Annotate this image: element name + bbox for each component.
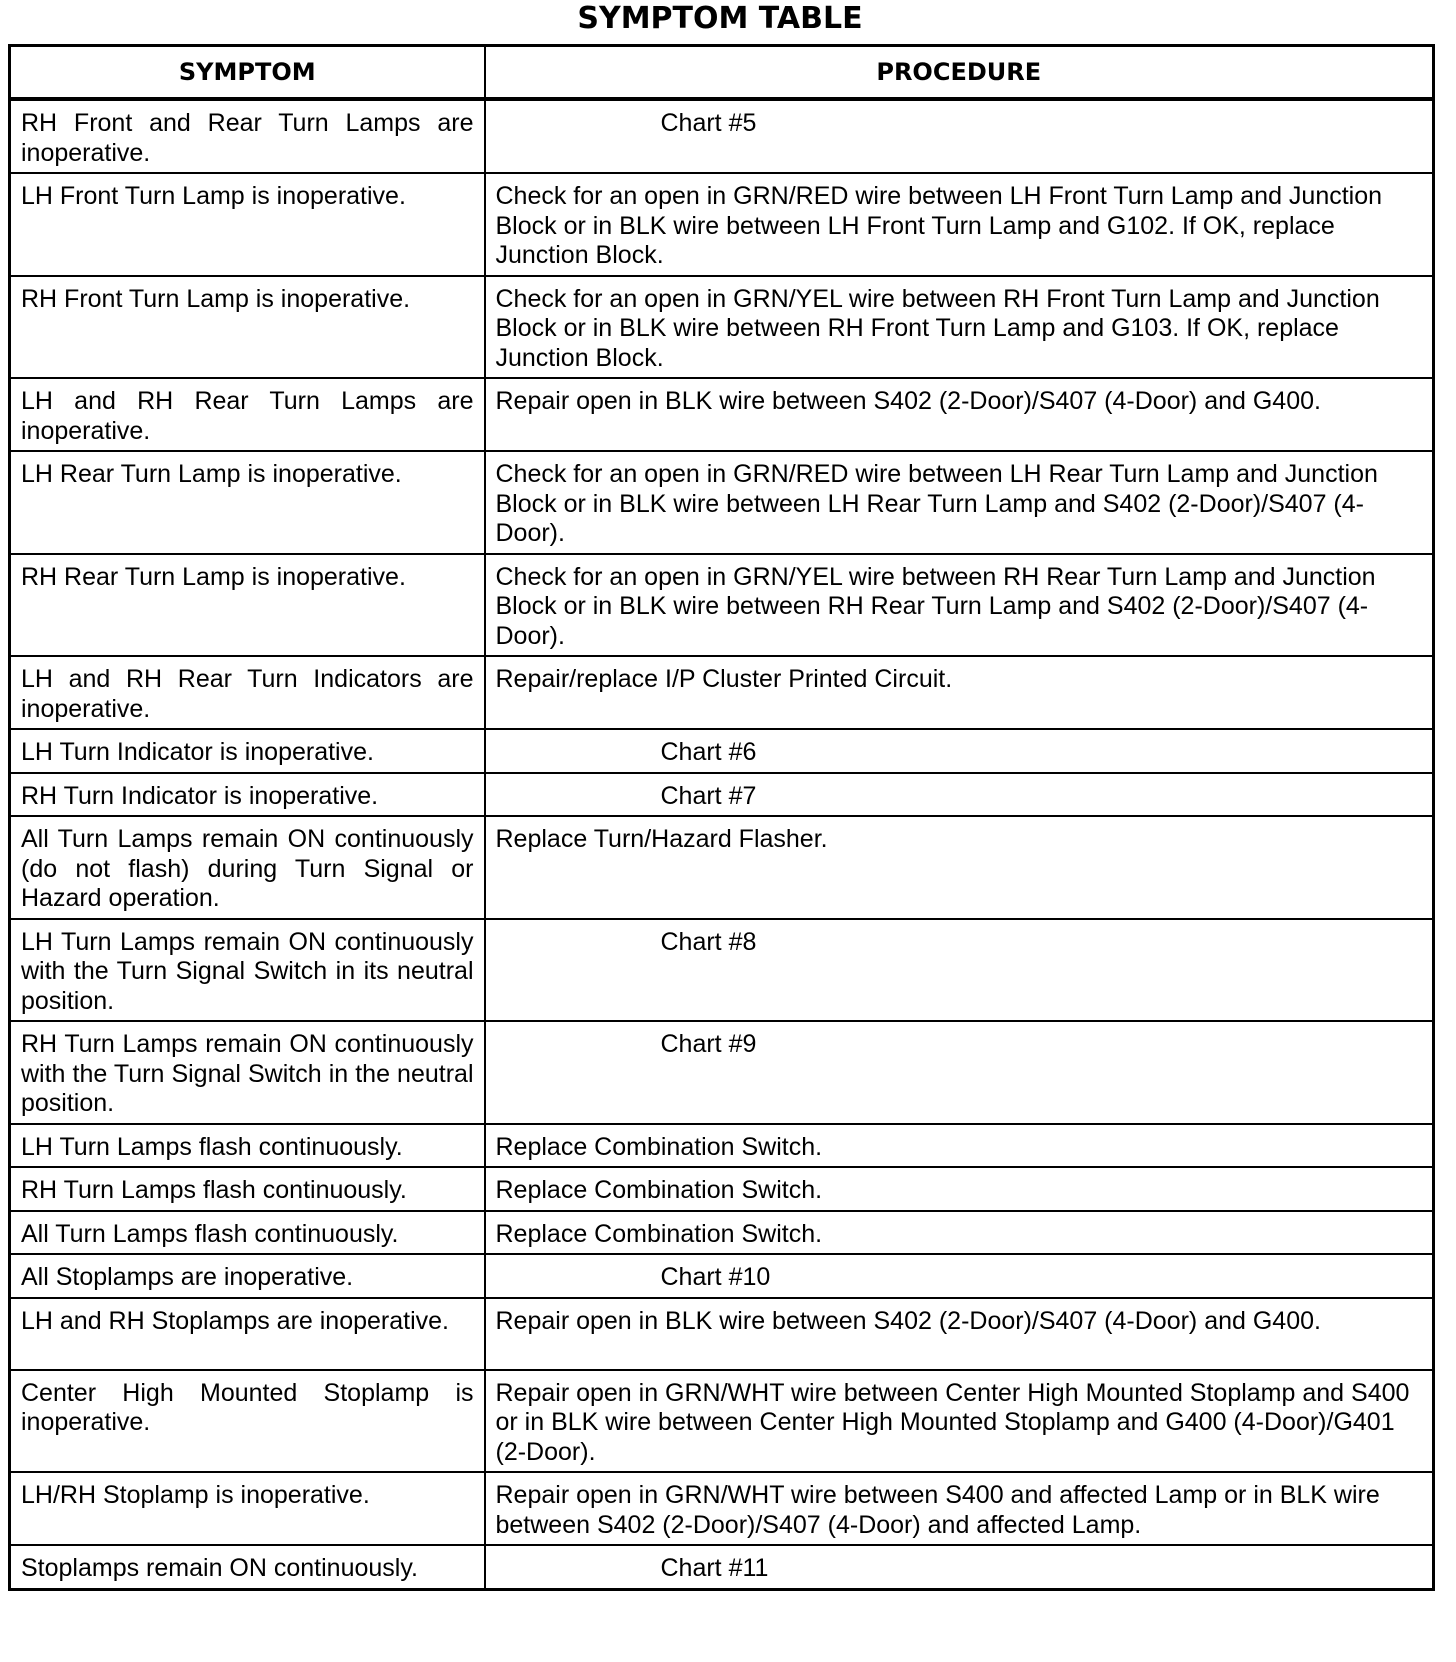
procedure-cell: Repair open in GRN/WHT wire between Center High Mounted Stoplamp and S400 or in BLK wire between Center High Mounted Stoplamp and G400 (4-Door)/G401 (2-Door). <box>485 1370 1434 1473</box>
symptom-cell: RH Turn Lamps remain ON continuously with the Turn Signal Switch in the neutral position. <box>10 1021 485 1124</box>
procedure-cell: Repair/replace I/P Cluster Printed Circuit. <box>485 656 1434 729</box>
table-row <box>10 276 1434 379</box>
procedure-cell: Chart #8 <box>485 919 1434 1022</box>
table-row <box>10 919 1434 1022</box>
procedure-cell: Chart #5 <box>485 99 1434 173</box>
symptom-cell: RH Front Turn Lamp is inoperative. <box>10 276 485 379</box>
procedure-cell: Chart #7 <box>485 773 1434 817</box>
table-row <box>10 1370 1434 1473</box>
procedure-cell: Check for an open in GRN/YEL wire between RH Front Turn Lamp and Junction Block or in BLK wire between RH Front Turn Lamp and G103. If OK, replace Junction Block. <box>485 276 1434 379</box>
procedure-cell: Chart #11 <box>485 1545 1434 1589</box>
table-row <box>10 1021 1434 1124</box>
procedure-cell: Repair open in BLK wire between S402 (2-Door)/S407 (4-Door) and G400. <box>485 378 1434 451</box>
table-row <box>10 656 1434 729</box>
symptom-cell: LH Front Turn Lamp is inoperative. <box>10 173 485 276</box>
table-row <box>10 1545 1434 1589</box>
table-row <box>10 173 1434 276</box>
header-row <box>10 46 1434 100</box>
table-row <box>10 99 1434 173</box>
procedure-cell: Check for an open in GRN/RED wire between LH Rear Turn Lamp and Junction Block or in BLK wire between LH Rear Turn Lamp and S402 (2-Door)/S407 (4-Door). <box>485 451 1434 554</box>
procedure-cell: Repair open in GRN/WHT wire between S400 and affected Lamp or in BLK wire between S402 (2-Door)/S407 (4-Door) and affected Lamp. <box>485 1472 1434 1545</box>
table-row <box>10 1472 1434 1545</box>
symptom-cell: RH Turn Lamps flash continuously. <box>10 1167 485 1211</box>
symptom-cell: LH Turn Indicator is inoperative. <box>10 729 485 773</box>
table-row <box>10 729 1434 773</box>
symptom-cell: All Stoplamps are inoperative. <box>10 1254 485 1298</box>
symptom-cell: LH and RH Rear Turn Indicators are inoperative. <box>10 656 485 729</box>
procedure-cell: Check for an open in GRN/YEL wire between RH Rear Turn Lamp and Junction Block or in BLK wire between RH Rear Turn Lamp and S402 (2-Door)/S407 (4-Door). <box>485 554 1434 657</box>
symptom-cell: Stoplamps remain ON continuously. <box>10 1545 485 1589</box>
symptom-cell: LH and RH Stoplamps are inoperative. <box>10 1298 485 1370</box>
symptom-cell: LH and RH Rear Turn Lamps are inoperative. <box>10 378 485 451</box>
table-row <box>10 1124 1434 1168</box>
procedure-cell: Check for an open in GRN/RED wire between LH Front Turn Lamp and Junction Block or in BLK wire between LH Front Turn Lamp and G102. If OK, replace Junction Block. <box>485 173 1434 276</box>
procedure-cell: Replace Combination Switch. <box>485 1211 1434 1255</box>
symptom-cell: LH Rear Turn Lamp is inoperative. <box>10 451 485 554</box>
symptom-cell: All Turn Lamps remain ON continuously (do not flash) during Turn Signal or Hazard operation. <box>10 816 485 919</box>
table-row <box>10 451 1434 554</box>
symptom-cell: RH Turn Indicator is inoperative. <box>10 773 485 817</box>
procedure-cell: Chart #10 <box>485 1254 1434 1298</box>
table-row <box>10 378 1434 451</box>
procedure-column-header: PROCEDURE <box>485 46 1434 100</box>
table-row <box>10 554 1434 657</box>
symptom-column-header: SYMPTOM <box>10 46 485 100</box>
procedure-cell: Replace Combination Switch. <box>485 1124 1434 1168</box>
procedure-cell: Replace Turn/Hazard Flasher. <box>485 816 1434 919</box>
symptom-cell: Center High Mounted Stoplamp is inoperative. <box>10 1370 485 1473</box>
symptom-cell: LH Turn Lamps remain ON continuously with the Turn Signal Switch in its neutral position. <box>10 919 485 1022</box>
symptom-cell: RH Rear Turn Lamp is inoperative. <box>10 554 485 657</box>
table-row <box>10 773 1434 817</box>
symptom-cell: LH/RH Stoplamp is inoperative. <box>10 1472 485 1545</box>
procedure-cell: Replace Combination Switch. <box>485 1167 1434 1211</box>
symptom-cell: All Turn Lamps flash continuously. <box>10 1211 485 1255</box>
table-row <box>10 1167 1434 1211</box>
table-row <box>10 1254 1434 1298</box>
symptom-table <box>8 44 1435 1591</box>
procedure-cell: Chart #9 <box>485 1021 1434 1124</box>
page-title: SYMPTOM TABLE <box>577 1 863 36</box>
symptom-cell: RH Front and Rear Turn Lamps are inoperative. <box>10 99 485 173</box>
table-row <box>10 1298 1434 1370</box>
table-row <box>10 816 1434 919</box>
symptom-cell: LH Turn Lamps flash continuously. <box>10 1124 485 1168</box>
procedure-cell: Repair open in BLK wire between S402 (2-Door)/S407 (4-Door) and G400. <box>485 1298 1434 1370</box>
procedure-cell: Chart #6 <box>485 729 1434 773</box>
table-row <box>10 1211 1434 1255</box>
